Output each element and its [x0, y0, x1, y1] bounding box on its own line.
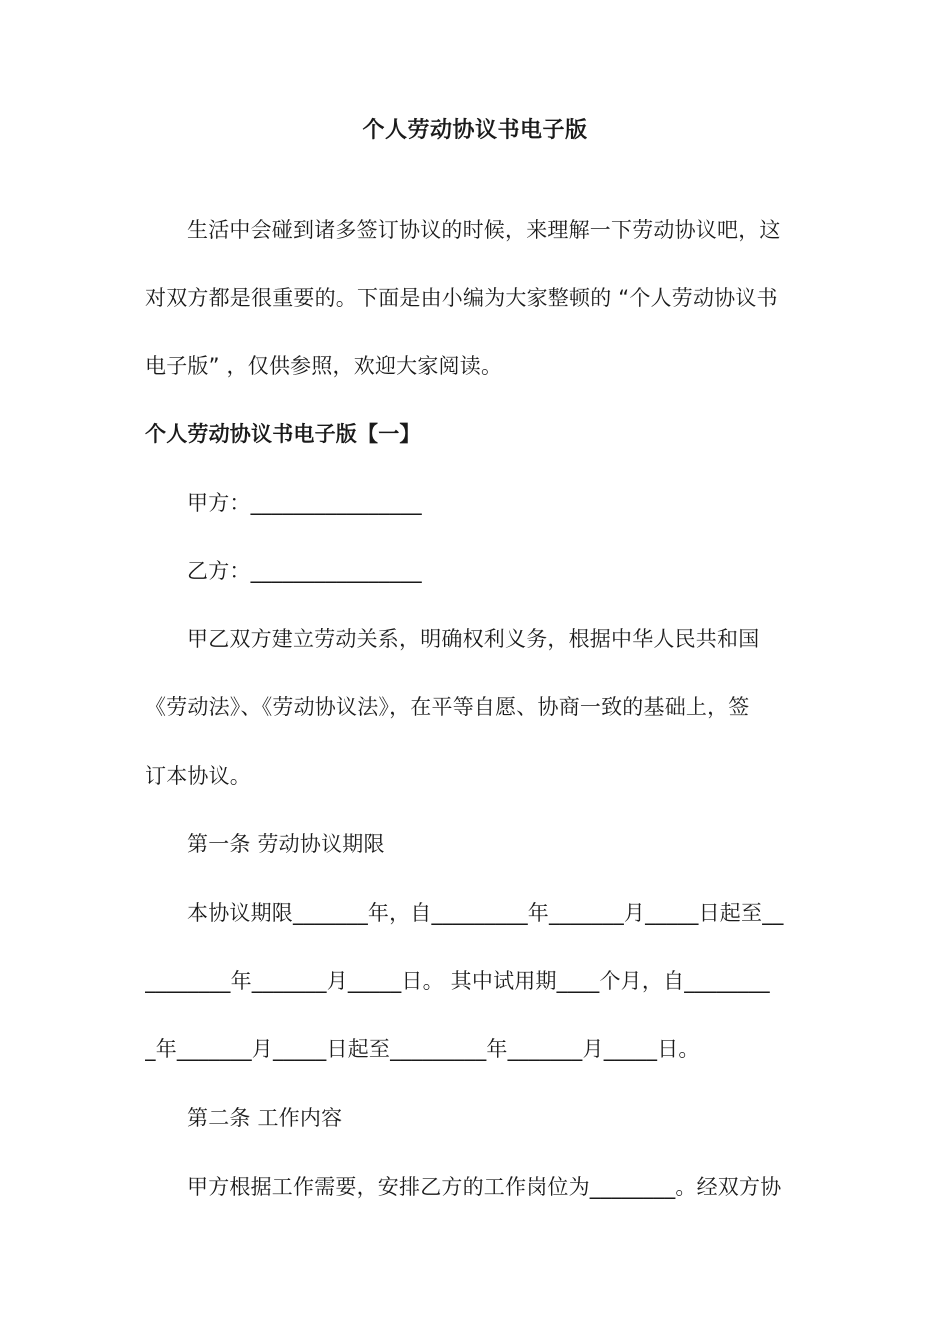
- preamble-line-2: 《劳动法》、《劳动协议法》，在平等自愿、协商一致的基础上，签: [145, 695, 750, 719]
- party-a-line: 甲方：________________: [187, 491, 422, 515]
- article-2-heading: 第二条 工作内容: [187, 1106, 343, 1130]
- intro-line-2: 对双方都是很重要的。下面是由小编为大家整顿的 “个人劳动协议书: [145, 286, 778, 310]
- article-1-line-2: ________年_______月_____日。 其中试用期____个月，自________: [145, 969, 770, 993]
- section-heading: 个人劳动协议书电子版【一】: [145, 422, 421, 446]
- preamble-line-3: 订本协议。: [145, 764, 251, 788]
- article-1-line-3: _年_______月_____日起至_________年_______月_____日。: [145, 1037, 700, 1061]
- article-1-line-1: 本协议期限_______年，自_________年_______月_____日起至__: [187, 901, 784, 925]
- intro-line-3: 电子版” ，仅供参照，欢迎大家阅读。: [145, 354, 503, 378]
- preamble-line-1: 甲乙双方建立劳动关系，明确权利义务，根据中华人民共和国: [187, 627, 760, 651]
- party-b-line: 乙方：________________: [187, 559, 422, 583]
- article-1-heading: 第一条 劳动协议期限: [187, 832, 385, 856]
- document-title: 个人劳动协议书电子版: [362, 118, 588, 143]
- intro-line-1: 生活中会碰到诸多签订协议的时候，来理解一下劳动协议吧，这: [187, 218, 781, 242]
- article-2-line-1: 甲方根据工作需要，安排乙方的工作岗位为________。经双方协: [187, 1175, 782, 1199]
